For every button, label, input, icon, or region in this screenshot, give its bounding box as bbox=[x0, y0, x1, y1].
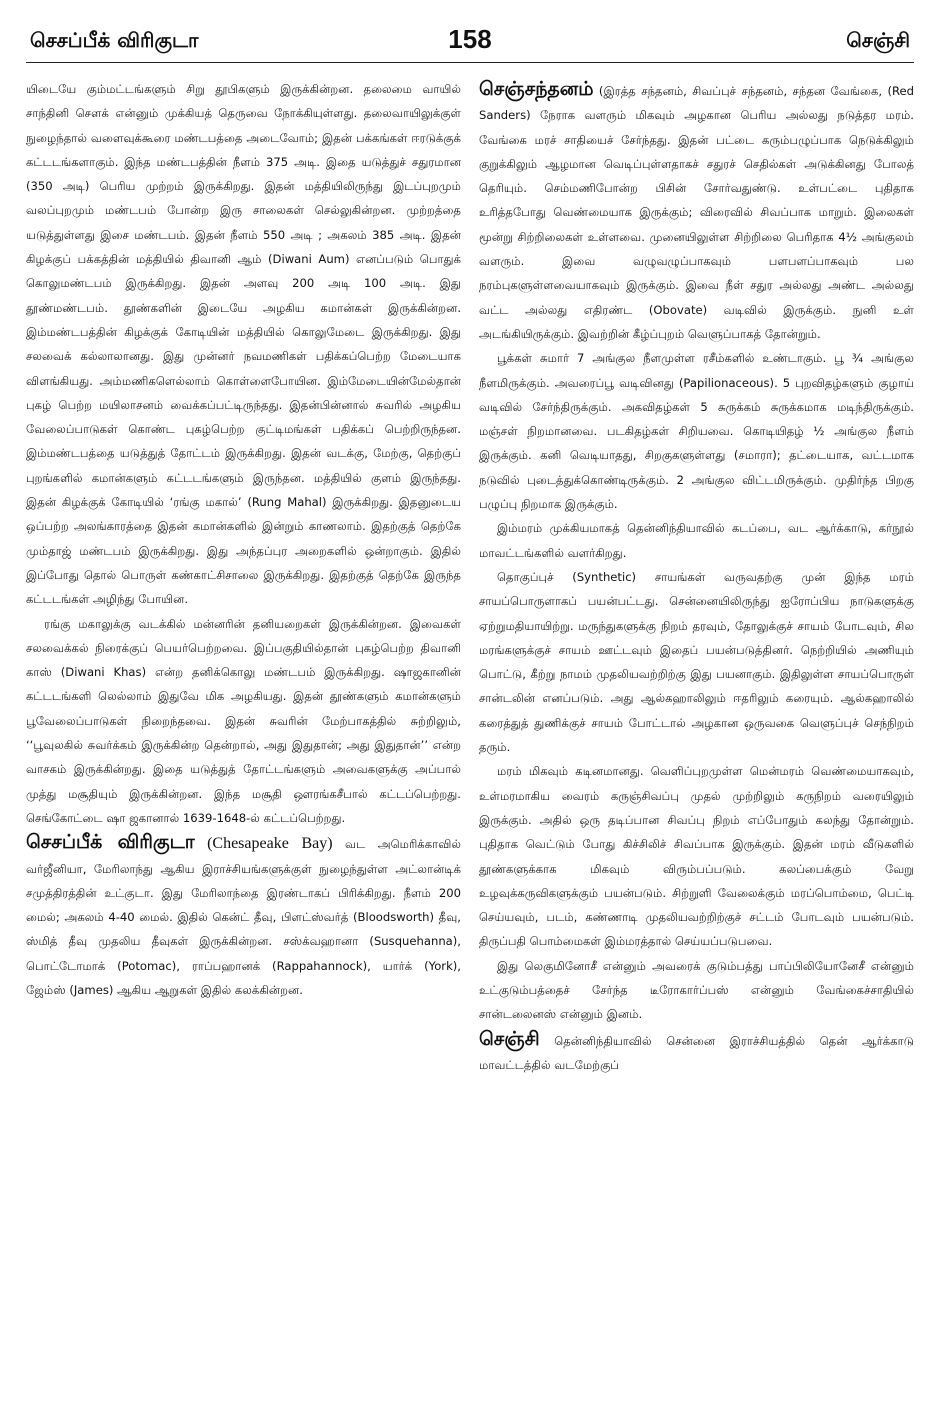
two-column-body bbox=[26, 77, 914, 1077]
paragraph-wood: மரம் மிகவும் கடினமானது. வெளிப்புறமுள்ள மென்மரம் வெண்மையாகவும், உள்மரமாகிய வைரம் கருஞ்சிவப்பு முதல் முற்றிலும் கருநிறம் வரையிலும் இருக்கும். அதில் ஒரு தடிப்பான சிவப்பு நிறம் எப்போதும் கலந்து தோன்றும். புதிதாக வெட்டும் போது கிச்சிலிச் சிவப்பாக இருக்கும். இதன் மரம் வீடுகளில் தூண்களுக்காக மிகவும் விரும்பப்படும். கலப்பைக்கும் வேறு உழவுக்கருவிகளுக்கும் பயன்படும். சிற்றுளி வேலைக்கும் மரப்பொம்மை, பெட்டி செய்யவும், படம், கண்ணாடி முதலியவற்றிற்குச் சட்டம் போடவும் பயன்படும். திருப்பதி பொம்மைகள் இம்மரத்தால் செய்யப்படுபவை. bbox=[479, 764, 914, 949]
entry-text: வட அமெரிக்காவில் வர்ஜீனியா, மேரிலாந்து ஆகிய இராச்சியங்களுக்குள் நுழைந்துள்ள அட்லான்டிக் சமுத்திரத்தின் உட்குடா. இது மேரிலாந்தை இரண்டாகப் பிரிக்கிறது. நீளம் 200 மைல்; அகலம் 4-40 மைல். இதில் கென்ட் தீவு, பிளட்ஸ்வர்த் (Bloodsworth) தீவு, ஸ்மித் தீவு முதலிய தீவுகள் இருக்கின்றன. சஸ்க்வஹானா (Susquehanna), பொட்டோமாக் (Potomac), ராப்பஹானக் (Rappahannock), யார்க் (York), ஜேம்ஸ் (James) ஆகிய ஆறுகள் இதில் கலக்கின்றன. bbox=[26, 837, 461, 997]
paragraph-rung-mahal: ரங்கு மகாலுக்கு வடக்கில் மன்னரின் தனியறைகள் இருக்கின்றன. இவைகள் சலவைக்கல் நிரைக்குப் பெயர்பெற்றவை. இப்பகுதியில்தான் புகழ்பெற்ற திவானி காஸ் (Diwani Khas) என்ற தனிக்கொலு மண்டபம் இருக்கிறது. ஷாஜகானின் கட்டடங்களி லெல்லாம் இதுவே மிக அழகியது. இதன் தூண்களும் கமான்களும் பூவேலைப்பாடுகள் நிறைந்தவை. இதன் சுவரின் மேற்பாகத்தில் சுற்றிலும், ‘‘பூவுலகில் சுவர்க்கம் இருக்கின்ற தென்றால், அது இதுதான்; அது இதுதான்’’ என்ற வாசகம் இருக்கின்றது. இதை யடுத்துத் தோட்டங்களும் அவைகளுக்கு அப்பால் முத்து மசூதியும் இருக்கின்றன. இந்த மசூதி ஔரங்கசீபால் கட்டப்பெற்றது. செங்கோட்டை ஷா ஜகானால் 1639-1648-ல் கட்டப்பெற்றது. bbox=[26, 616, 461, 825]
entry-red-sanders bbox=[479, 77, 914, 346]
paragraph-classification: இது லெகுமினோசீ என்னும் அவரைக் குடும்பத்து பாப்பிலியோனேசீ என்னும் உட்குடும்பத்தைச் சேர்ந்த டீரோகார்ப்பஸ் என்னும் வேங்கைச்சாதியில் சான்டலைனஸ் என்னும் இனம். bbox=[479, 958, 914, 1022]
right-column bbox=[479, 77, 914, 1077]
entry-text: தென்னிந்தியாவில் சென்னை இராச்சியத்தில் தென் ஆர்க்காடு மாவட்டத்தில் வடமேற்குப் bbox=[479, 1033, 914, 1072]
entry-headword: செஞ்சந்தனம் bbox=[479, 78, 594, 100]
entry-text: (இரத்த சந்தனம், சிவப்புச் சந்தனம், சந்தன வேங்கை, (Red Sanders) நேராக வளரும் மிகவும் அழகான பெரிய அல்லது நடுத்தர மரம். வேங்கை மரச் சாதியைச் சேர்ந்தது. இதன் பட்டை கரும்பழுப்பாக நெடுக்கிலும் குறுக்கிலும் ஆழமான வெடிப்புள்ளதாகச் சதுரச் செதில்கள் அடுக்கினது போலத் தெரியும். செம்மணிபோன்ற பிசின் சோர்வதுண்டு. உள்பட்டை புதிதாக உரித்தபோது வெண்மையாக இருக்கும்; விரைவில் சிவப்பாக மாறும். இலைகள் மூன்று சிற்றிலைகள் உள்ளவை. முனையிலுள்ள சிற்றிலை பெரிதாக 4½ அங்குலம் வளரும். இவை வழுவழுப்பாகவும் பளபளப்பாகவும் பல நரம்புகளுள்ளவையாகவும் இருக்கும். இவை நீள் சதுர அல்லது அண்ட அல்லது வட்ட அல்லது எதிரண்ட (Obovate) வடிவில் இருக்கும். நுனி உள் அடங்கியிருக்கும். இவற்றின் கீழ்ப்புறம் வெளுப்பாகத் தோன்றும். bbox=[479, 84, 914, 341]
left-column bbox=[26, 77, 461, 1077]
entry-gingee bbox=[479, 1027, 914, 1078]
paragraph-distribution: இம்மரம் முக்கியமாகத் தென்னிந்தியாவில் கடப்பை, வட ஆர்க்காடு, கர்நூல் மாவட்டங்களில் வளர்கிறது. bbox=[479, 521, 914, 560]
paragraph-dye-uses: தொகுப்புச் (Synthetic) சாயங்கள் வருவதற்கு முன் இந்த மரம் சாயப்பொருளாகப் பயன்பட்டது. சென்னையிலிருந்து ஐரோப்பிய நாடுகளுக்கு ஏற்றுமதியாயிற்று. மருந்துகளுக்கு நிறம் தரவும், தோலுக்குச் சாயம் போடவும், சில மரங்களுக்குச் சாயம் ஊட்டவும் இதைப் பயன்படுத்தினர். நெற்றியில் அணியும் பொட்டு, கீற்று நாமம் முதலியவற்றிற்கு இது பயனாகும். இதிலுள்ள சாயப்பொருள் சான்டலின் எனப்படும். அது ஆல்கஹாலிலும் ஈதரிலும் கரையும். ஆல்கஹாலில் கரைத்துத் துணிக்குச் சாயம் போட்டால் அழகான ஒருவகை வெளுப்புச் செந்நிறம் தரும். bbox=[479, 569, 914, 755]
entry-latin-name: (Chesapeake Bay) bbox=[207, 835, 333, 853]
entry-headword: செசப்பீக் விரிகுடா bbox=[26, 831, 195, 854]
header-right-keyword: செஞ்சி bbox=[846, 28, 910, 52]
page-number: 158 bbox=[448, 24, 492, 54]
entry-chesapeake-bay bbox=[26, 830, 461, 1002]
header-left-keyword: செசப்பீக் விரிகுடா bbox=[30, 28, 199, 52]
paragraph-flowers: பூக்கள் சுமார் 7 அங்குல நீளமுள்ள ரசீம்களில் உண்டாகும். பூ ¾ அங்குல நீளமிருக்கும். அவரைப்பூ வடிவினது (Papilionaceous). 5 புறவிதழ்களும் குழாய் வடிவில் சேர்ந்திருக்கும். அகவிதழ்கள் 5 சுருக்கம் சுருக்கமாக மடிந்திருக்கும். மஞ்சள் நிறமானவை. படகிதழ்கள் சிறியவை. கொடியிதழ் ½ அங்குல நீளம் இருக்கும். கனி வெடியாதது, சிறகுகளுள்ளது (சமாரா); தட்டையாக, வட்டமாக நடுவில் புடைத்துக்கொண்டிருக்கும். 2 அங்குல விட்டமிருக்கும். முதிர்ந்த பிறகு பழுப்பு நிறமாக இருக்கும். bbox=[479, 351, 914, 512]
page-header bbox=[26, 22, 914, 63]
paragraph-red-fort-continued: யிடையே கும்மட்டங்களும் சிறு தூபிகளும் இருக்கின்றன. தலைமை வாயில் சாந்தினி சௌக் என்னும் முக்கியத் தெருவை நோக்கியுள்ளது. தலைவாயிலுக்குள் நுழைந்தால் வளைவுக்கூரை மண்டபத்தை அடைவோம்; இதன் பக்கங்கள் ஈரடுக்குக் கட்டடங்களாகும். இந்த மண்டபத்தின் நீளம் 375 அடி. இதை யடுத்துச் சதுரமான (350 அடி) பெரிய முற்றம் இருக்கிறது. இதன் மத்தியிலிருந்து இடப்புறமும் வலப்புறமும் மண்டபம் போன்ற இரு சாலைகள் செல்லுகின்றன. முற்றத்தை யடுத்துள்ளது இசை மண்டபம். இதன் நீளம் 550 அடி ; அகலம் 385 அடி. இதன் கிழக்குப் பக்கத்தின் மத்தியில் திவானி ஆம் (Diwani Aum) எனப்படும் பொதுக் கொலுமண்டபம் இருக்கிறது. இதன் அளவு 200 அடி 100 அடி. இது தூண்மண்டபம். தூண்களின் இடையே அழகிய கமான்கள் இருக்கின்றன. இம்மண்டபத்தின் கிழக்குக் கோடியின் மத்தியில் கொலுமேடை இருக்கிறது. இது சலவைக் கல்லாலானது. இது முன்னர் நவமணிகள் பதிக்கப்பெற்ற மேடையாக விளங்கியது. அம்மணிகளெல்லாம் கொள்ளைபோயின. இம்மேடையின்மேல்தான் புகழ் பெற்ற மயிலாசனம் வைக்கப்பட்டிருந்தது. இதன்பின்னால் சுவரில் அழகிய வேலைப்பாடுகள் கொண்ட புகழ்பெற்ற குட்டிமங்கள் பதிக்கப் பெற்றிருந்தன. இம்மண்டபத்தை யடுத்துத் தோட்டம் இருக்கிறது. இதன் வடக்கு, மேற்கு, தெற்குப் புறங்களில் கமான்களும் கட்டடங்களும் இருந்தன. மத்தியில் குளம் இருந்தது. இதன் கிழக்குக் கோடியில் ‘ரங்கு மகால்’ (Rung Mahal) இருக்கிறது. இதனுடைய ஒப்பற்ற அலங்காரத்தை இதன் கமான்களில் இன்றும் காணலாம். இதற்குத் தெற்கே மும்தாஜ் மண்டபம் இருக்கிறது. இது அந்தப்புர அறைகளில் ஒன்றாகும். இதில் இப்போது தொல் பொருள் கண்காட்சிசாலை இருக்கிறது. இதற்குத் தெற்கே இருந்த கட்டடங்கள் அழிந்து போயின. bbox=[26, 82, 461, 607]
entry-headword: செஞ்சி bbox=[479, 1027, 540, 1050]
